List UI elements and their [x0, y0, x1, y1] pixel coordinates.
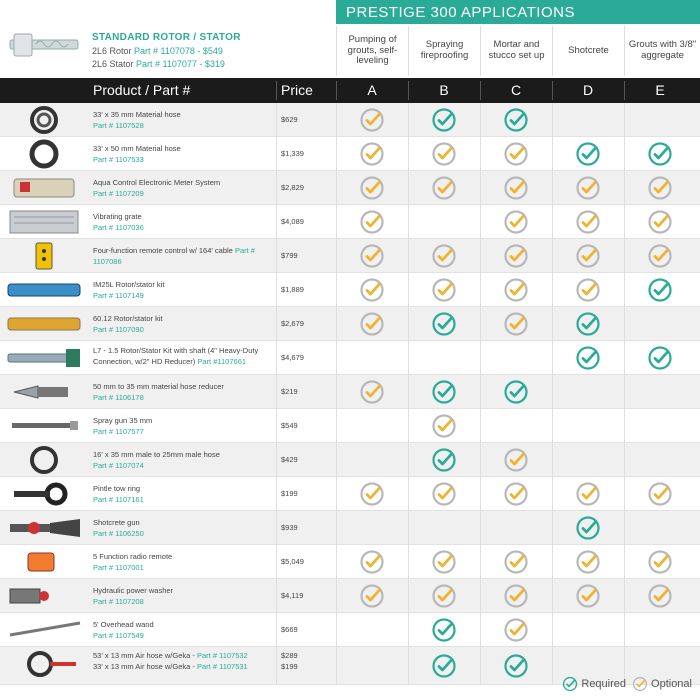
optional-check-icon — [575, 481, 601, 507]
application-header-3: Mortar and stucco set up — [480, 26, 552, 76]
optional-check-icon — [431, 549, 457, 575]
product-name: Four-function remote control w/ 164' cable — [93, 246, 233, 255]
optional-check-icon — [431, 413, 457, 439]
part-number-link[interactable]: Part # 1107577 — [93, 427, 144, 437]
column-header-c: C — [510, 82, 522, 98]
optional-check-icon — [647, 583, 673, 609]
product-description — [93, 585, 273, 608]
product-image — [3, 377, 85, 412]
part-number-link[interactable]: Part # 1107001 — [93, 563, 144, 573]
required-check-icon — [647, 141, 673, 167]
column-header-e: E — [655, 82, 665, 98]
required-check-icon — [562, 676, 578, 692]
application-header-1: Pumping of grouts, self-leveling — [336, 26, 408, 76]
product-description — [93, 313, 273, 336]
table-row — [0, 137, 700, 171]
product-image — [3, 105, 85, 140]
product-price: $629 — [281, 115, 298, 124]
part-number-link[interactable]: Part # 1107528 — [93, 121, 144, 131]
table-row — [0, 443, 700, 477]
optional-check-icon — [503, 481, 529, 507]
column-header-d: D — [582, 82, 594, 98]
optional-check-icon — [359, 277, 385, 303]
required-check-icon — [575, 515, 601, 541]
column-header-a: A — [367, 82, 377, 98]
optional-check-icon — [359, 583, 385, 609]
product-price: $5,049 — [281, 557, 304, 566]
product-image — [3, 275, 85, 310]
product-name: 50 mm to 35 mm material hose reducer — [93, 382, 224, 391]
optional-check-icon — [503, 277, 529, 303]
product-description — [93, 345, 273, 368]
product-price: $1,339 — [281, 149, 304, 158]
product-image — [3, 445, 85, 480]
rotor-label: 2L6 Rotor — [92, 46, 135, 56]
required-check-icon — [503, 379, 529, 405]
optional-check-icon — [503, 311, 529, 337]
optional-check-icon — [647, 549, 673, 575]
part-number-link[interactable]: Part # 1107086 — [93, 246, 255, 267]
optional-check-icon — [575, 243, 601, 269]
product-image — [3, 411, 85, 446]
product-name: Hydraulic power washer — [93, 586, 174, 595]
price-header: Price — [281, 82, 313, 98]
part-number-link[interactable]: Part # 1107036 — [93, 223, 144, 233]
part-number-link[interactable]: Part #1107661 — [197, 357, 247, 367]
product-price: $4,089 — [281, 217, 304, 226]
optional-check-icon — [647, 243, 673, 269]
optional-check-icon — [431, 583, 457, 609]
product-description — [93, 517, 273, 540]
optional-check-icon — [503, 617, 529, 643]
required-check-icon — [503, 107, 529, 133]
product-description — [93, 619, 273, 642]
part-number-link[interactable]: Part # 1107161 — [93, 495, 144, 505]
optional-check-icon — [431, 175, 457, 201]
rotor-title: STANDARD ROTOR / STATOR — [92, 32, 241, 43]
required-check-icon — [647, 277, 673, 303]
product-name: L7 - 1.5 Rotor/Stator Kit with shaft (4" Heavy-Duty Connection, w/2" HD Reducer) — [93, 346, 259, 367]
product-name: 16' x 35 mm male to 25mm male hose — [93, 450, 220, 459]
product-description — [93, 483, 273, 506]
stator-label: 2L6 Stator — [92, 59, 137, 69]
table-row — [0, 579, 700, 613]
product-name: Vibrating grate — [93, 212, 142, 221]
optional-check-icon — [359, 481, 385, 507]
required-check-icon — [431, 447, 457, 473]
product-image — [3, 309, 85, 344]
product-description — [93, 449, 273, 472]
product-name: 5' Overhead wand — [93, 620, 154, 629]
legend-optional: Optional — [651, 678, 692, 690]
product-price: $4,679 — [281, 353, 304, 362]
product-price: $2,829 — [281, 183, 304, 192]
product-name: Pintle tow ring — [93, 484, 141, 493]
table-row — [0, 307, 700, 341]
table-row — [0, 273, 700, 307]
product-image — [3, 581, 85, 616]
part-number-link[interactable]: Part # 1107532 — [196, 651, 248, 660]
optional-check-icon — [503, 447, 529, 473]
price-value: $289 — [281, 651, 298, 660]
product-description — [93, 177, 273, 200]
product-image — [3, 241, 85, 276]
product-description — [93, 279, 273, 302]
product-description — [93, 415, 273, 438]
product-name: 33' x 50 mm Material hose — [93, 144, 181, 153]
required-check-icon — [431, 379, 457, 405]
optional-check-icon — [647, 175, 673, 201]
product-name: 53' x 13 mm Air hose w/Geka - — [93, 651, 195, 660]
product-price: $2,679 — [281, 319, 304, 328]
rotor-part-link[interactable]: Part # 1107078 - $549 — [134, 46, 223, 56]
product-description — [93, 245, 273, 268]
product-price: $799 — [281, 251, 298, 260]
product-price: $199 — [281, 489, 298, 498]
required-check-icon — [575, 311, 601, 337]
table-row — [0, 239, 700, 273]
part-number-link[interactable]: Part # 1107149 — [93, 291, 144, 301]
table-row — [0, 613, 700, 647]
product-image — [3, 513, 85, 548]
part-number-link[interactable]: Part # 1106178 — [93, 393, 144, 403]
product-image — [3, 649, 85, 684]
part-number-link[interactable]: Part # 1107074 — [93, 461, 144, 471]
rotor-stator-image — [8, 26, 82, 64]
product-name: 60.12 Rotor/stator kit — [93, 314, 163, 323]
required-check-icon — [431, 107, 457, 133]
part-number-link[interactable]: Part # 1107531 — [196, 662, 248, 672]
part-number-link[interactable]: Part # 1107549 — [93, 631, 144, 641]
product-price: $1,889 — [281, 285, 304, 294]
part-number-link[interactable]: Part # 1106250 — [93, 529, 144, 539]
product-name: Spray gun 35 mm — [93, 416, 153, 425]
table-row — [0, 103, 700, 137]
product-price: $549 — [281, 421, 298, 430]
optional-check-icon — [575, 209, 601, 235]
product-description — [93, 650, 273, 673]
table-header — [0, 78, 700, 103]
optional-check-icon — [503, 175, 529, 201]
price-value: $199 — [281, 662, 298, 672]
product-price: $4,119 — [281, 591, 304, 600]
product-description — [93, 143, 273, 166]
optional-check-icon — [359, 209, 385, 235]
product-price: $669 — [281, 625, 298, 634]
column-header-b: B — [439, 82, 449, 98]
product-image — [3, 207, 85, 242]
required-check-icon — [503, 653, 529, 679]
optional-check-icon — [359, 243, 385, 269]
optional-check-icon — [359, 107, 385, 133]
required-check-icon — [431, 617, 457, 643]
optional-check-icon — [431, 481, 457, 507]
optional-check-icon — [575, 549, 601, 575]
optional-check-icon — [575, 583, 601, 609]
optional-check-icon — [632, 676, 648, 692]
table-row — [0, 477, 700, 511]
table-row — [0, 205, 700, 239]
optional-check-icon — [359, 141, 385, 167]
product-description — [93, 381, 273, 404]
table-row — [0, 409, 700, 443]
required-check-icon — [647, 345, 673, 371]
optional-check-icon — [503, 583, 529, 609]
product-name: Shotcrete gun — [93, 518, 140, 527]
optional-check-icon — [503, 141, 529, 167]
required-check-icon — [575, 345, 601, 371]
optional-check-icon — [647, 481, 673, 507]
required-check-icon — [431, 653, 457, 679]
table-row — [0, 341, 700, 375]
product-header: Product / Part # — [93, 82, 191, 98]
optional-check-icon — [359, 311, 385, 337]
top-section — [0, 0, 700, 78]
product-name: 33' x 35 mm Material hose — [93, 110, 181, 119]
product-description — [93, 551, 273, 574]
product-price: $429 — [281, 455, 298, 464]
optional-check-icon — [503, 243, 529, 269]
product-name: Aqua Control Electronic Meter System — [93, 178, 221, 187]
product-image — [3, 139, 85, 174]
product-image — [3, 547, 85, 582]
optional-check-icon — [431, 141, 457, 167]
product-image — [3, 479, 85, 514]
optional-check-icon — [503, 549, 529, 575]
product-name: IM25L Rotor/stator kit — [93, 280, 165, 289]
optional-check-icon — [359, 379, 385, 405]
product-price — [281, 650, 298, 673]
application-header-5: Grouts with 3/8" aggregate — [624, 26, 700, 76]
part-number-link[interactable]: Part # 1107208 — [93, 597, 144, 607]
legend — [559, 676, 692, 692]
rotor-line — [92, 46, 223, 56]
table-row — [0, 171, 700, 205]
application-header-2: Spraying fireproofing — [408, 26, 480, 76]
part-number-link[interactable]: Part # 1107209 — [93, 189, 144, 199]
table-row — [0, 511, 700, 545]
product-image — [3, 343, 85, 378]
product-image — [3, 173, 85, 208]
required-check-icon — [431, 311, 457, 337]
optional-check-icon — [575, 175, 601, 201]
product-price: $219 — [281, 387, 298, 396]
part-number-link[interactable]: Part # 1107533 — [93, 155, 144, 165]
product-description — [93, 109, 273, 132]
optional-check-icon — [359, 549, 385, 575]
optional-check-icon — [431, 277, 457, 303]
optional-check-icon — [431, 243, 457, 269]
product-name: 33' x 13 mm Air hose w/Geka - — [93, 662, 195, 672]
applications-banner: PRESTIGE 300 APPLICATIONS — [336, 0, 700, 24]
product-name: 5 Function radio remote — [93, 552, 173, 561]
product-price: $939 — [281, 523, 298, 532]
table-row — [0, 545, 700, 579]
optional-check-icon — [647, 209, 673, 235]
product-description — [93, 211, 273, 234]
table-row — [0, 375, 700, 409]
product-image — [3, 615, 85, 650]
optional-check-icon — [575, 277, 601, 303]
optional-check-icon — [503, 209, 529, 235]
required-check-icon — [575, 141, 601, 167]
application-header-4: Shotcrete — [552, 26, 624, 76]
stator-part-link[interactable]: Part # 1107077 - $319 — [136, 59, 225, 69]
legend-required: Required — [581, 678, 627, 690]
stator-line — [92, 59, 225, 69]
part-number-link[interactable]: Part # 1107090 — [93, 325, 144, 335]
optional-check-icon — [359, 175, 385, 201]
